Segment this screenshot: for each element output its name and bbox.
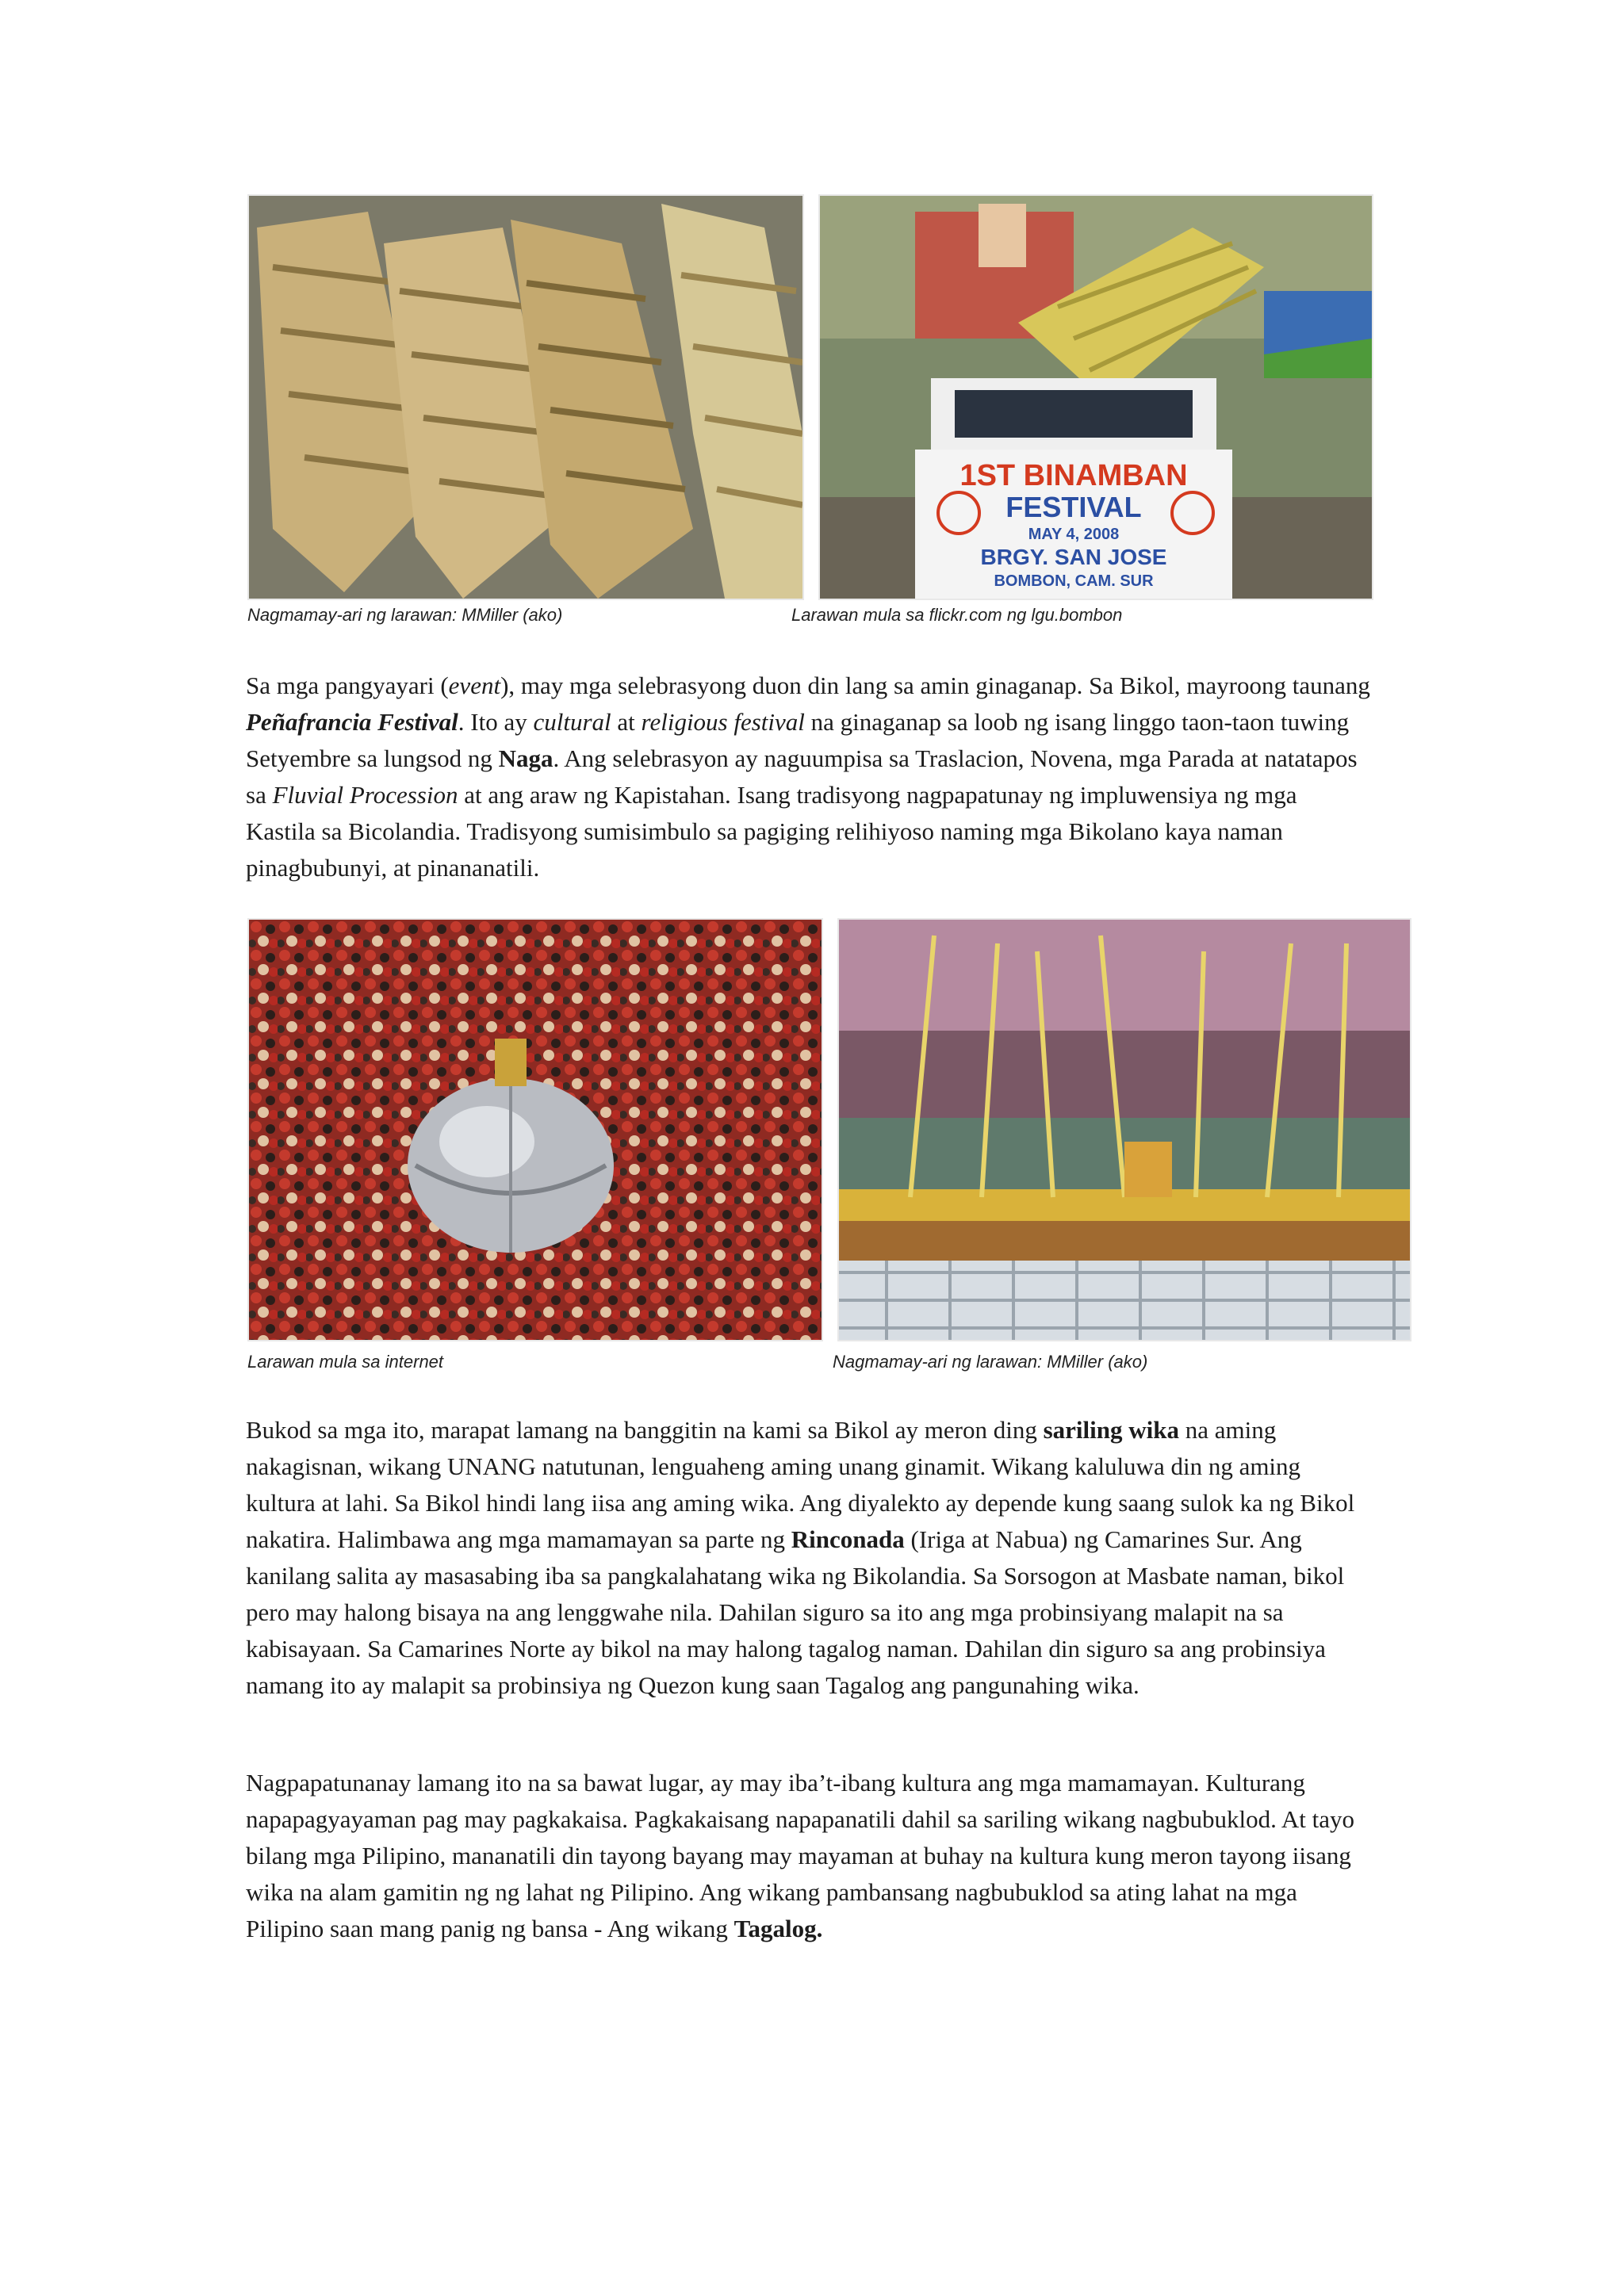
paragraph-sariling-wika: Bukod sa mga ito, marapat lamang na banggitin na kami sa Bikol ay meron ding sariling wika na aming nakagisnan, wikang UNANG natutunan, lenguaheng aming unang ginamit. Wikang kaluluwa din ng aming kultura at lahi. Sa Bikol hindi lang iisa ang aming wika. Ang diyalekto ay depende kung saang sulok ka ng Bikol nakatira. Halimbawa ang mga mamamayan sa parte ng Rinconada (Iriga at Nabua) ng Camarines Sur. Ang kanilang salita ay masasabing iba sa pangkalahatang wika ng Bikolandia. Sa Sorsogon at Masbate naman, bikol pero may halong bisaya na ang lenggwahe nila. Dahilan siguro sa ito ang mga probinsiyang malapit na sa kabisayaan. Sa Camarines Norte ay bikol na may halong tagalog naman. Dahilan din siguro sa ang probinsiya namang ito ay malapit sa probinsiya ng Quezon kung saan Tagalog ang pangunahing wika.	[246, 1416, 1355, 1699]
figure-caption-rice: Nagmamay-ari ng larawan: MMiller (ako)	[247, 605, 563, 625]
binamban-rice-photo	[247, 194, 804, 600]
paragraph-penafrancia: Sa mga pangyayari (event), may mga selebrasyong duon din lang sa amin ginaganap. Sa Bikol, mayroong taunang Peñafrancia Festival. Ito ay cultural at religious festival na ginaganap sa loob ng isang linggo taon-taon tuwing Setyembre sa lungsod ng Naga. Ang selebrasyon ay naguumpisa sa Traslacion, Novena, mga Parada at natatapos sa Fluvial Procession at ang araw ng Kapistahan. Isang tradisyong nagpapatunay ng impluwensiya ng mga Kastila sa Bicolandia. Tradisyong sumisimbulo sa pagiging relihiyoso naming mga Bikolano kaya naman pinagbubunyi, at pinananatili.	[246, 672, 1370, 882]
sign-line-4: BRGY. SAN JOSE	[980, 545, 1167, 569]
figure-caption-crowd: Larawan mula sa internet	[247, 1352, 444, 1372]
binamban-float-photo	[818, 194, 1373, 600]
sign-line-2: FESTIVAL	[1005, 491, 1142, 523]
sariling-wika-emphasis: sariling wika	[1043, 1416, 1179, 1444]
figure-caption-float: Larawan mula sa flickr.com ng lgu.bombon	[791, 605, 1123, 625]
binamban-rice-image	[249, 196, 802, 599]
figure-caption-fluvial: Nagmamay-ari ng larawan: MMiller (ako)	[833, 1352, 1148, 1372]
traslacion-crowd-photo	[247, 918, 823, 1341]
traslacion-crowd-image	[249, 920, 822, 1340]
fluvial-procession-photo	[837, 918, 1411, 1341]
festival-name: Peñafrancia Festival	[246, 708, 458, 736]
virgin-image	[495, 1039, 527, 1086]
paragraph-pagkakaisa: Nagpapatunanay lamang ito na sa bawat lugar, ay may iba’t-ibang kultura ang mga mamamayan. Kulturang napapagyayaman pag may pagkakaisa. Pagkakaisang napapanatili dahil sa sariling wikang nagbubuklod. At tayo bilang mga Pilipino, mananatili din tayong bayang may mayaman at buhay na kultura kung meron tayong iisang wika na alam gamitin ng ng lahat ng Pilipino. Ang wikang pambansang nagbubuklod sa ating lahat na mga Pilipino saan mang panig ng bansa - Ang wikang Tagalog.	[246, 1769, 1355, 1942]
fluvial-procession-image	[839, 920, 1410, 1340]
sign-line-1: 1ST BINAMBAN	[959, 459, 1188, 492]
tagalog-emphasis: Tagalog.	[733, 1915, 823, 1942]
sign-line-3: MAY 4, 2008	[1028, 526, 1120, 543]
binamban-float-image	[820, 196, 1372, 599]
sign-line-5: BOMBON, CAM. SUR	[994, 572, 1154, 590]
